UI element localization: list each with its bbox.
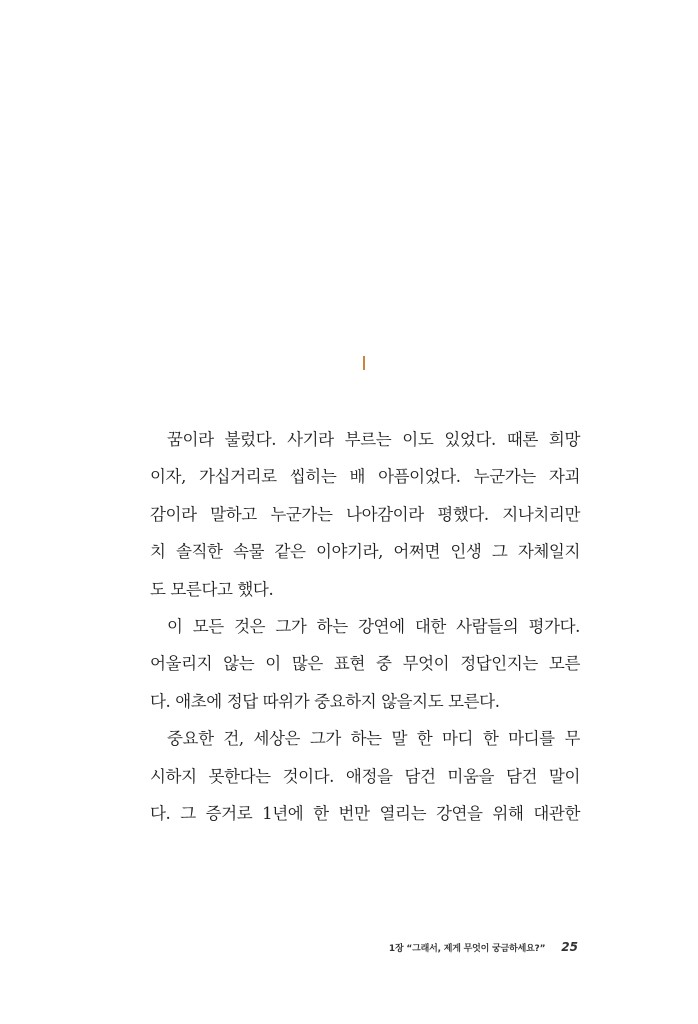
page-number: 25: [561, 940, 578, 954]
text-line: 다. 그 증거로 1년에 한 번만 열리는 강연을 위해 대관한: [150, 803, 580, 823]
text-line: 이자, 가십거리로 씹히는 배 아픔이었다. 누군가는 자괴: [150, 467, 580, 487]
text-line: 꿈이라 불렀다. 사기라 부르는 이도 있었다. 때론 희망: [167, 430, 580, 449]
text-line: 감이라 말하고 누군가는 나아감이라 평했다. 지나치리만: [150, 504, 580, 524]
text-line: 치 솔직한 속물 같은 이야기라, 어쩌면 인생 그 자체일지: [150, 542, 580, 562]
text-line: 중요한 건, 세상은 그가 하는 말 한 마디 한 마디를 무: [167, 729, 580, 749]
section-marker: [363, 356, 365, 370]
body-text: [150, 421, 580, 832]
text-line: 시하지 못한다는 것이다. 애정을 담건 미움을 담건 말이: [150, 766, 580, 786]
text-line: 도 모른다고 했다.: [150, 579, 274, 599]
text-line: 다. 애초에 정답 따위가 중요하지 않을지도 모른다.: [150, 691, 500, 711]
chapter-title: 1장 “그래서, 제게 무엇이 궁금하세요?”: [388, 944, 546, 954]
text-line: 어울리지 않는 이 많은 표현 중 무엇이 정답인지는 모른: [150, 654, 580, 674]
text-line: 이 모든 것은 그가 하는 강연에 대한 사람들의 평가다.: [167, 616, 580, 636]
running-footer: [389, 940, 578, 956]
